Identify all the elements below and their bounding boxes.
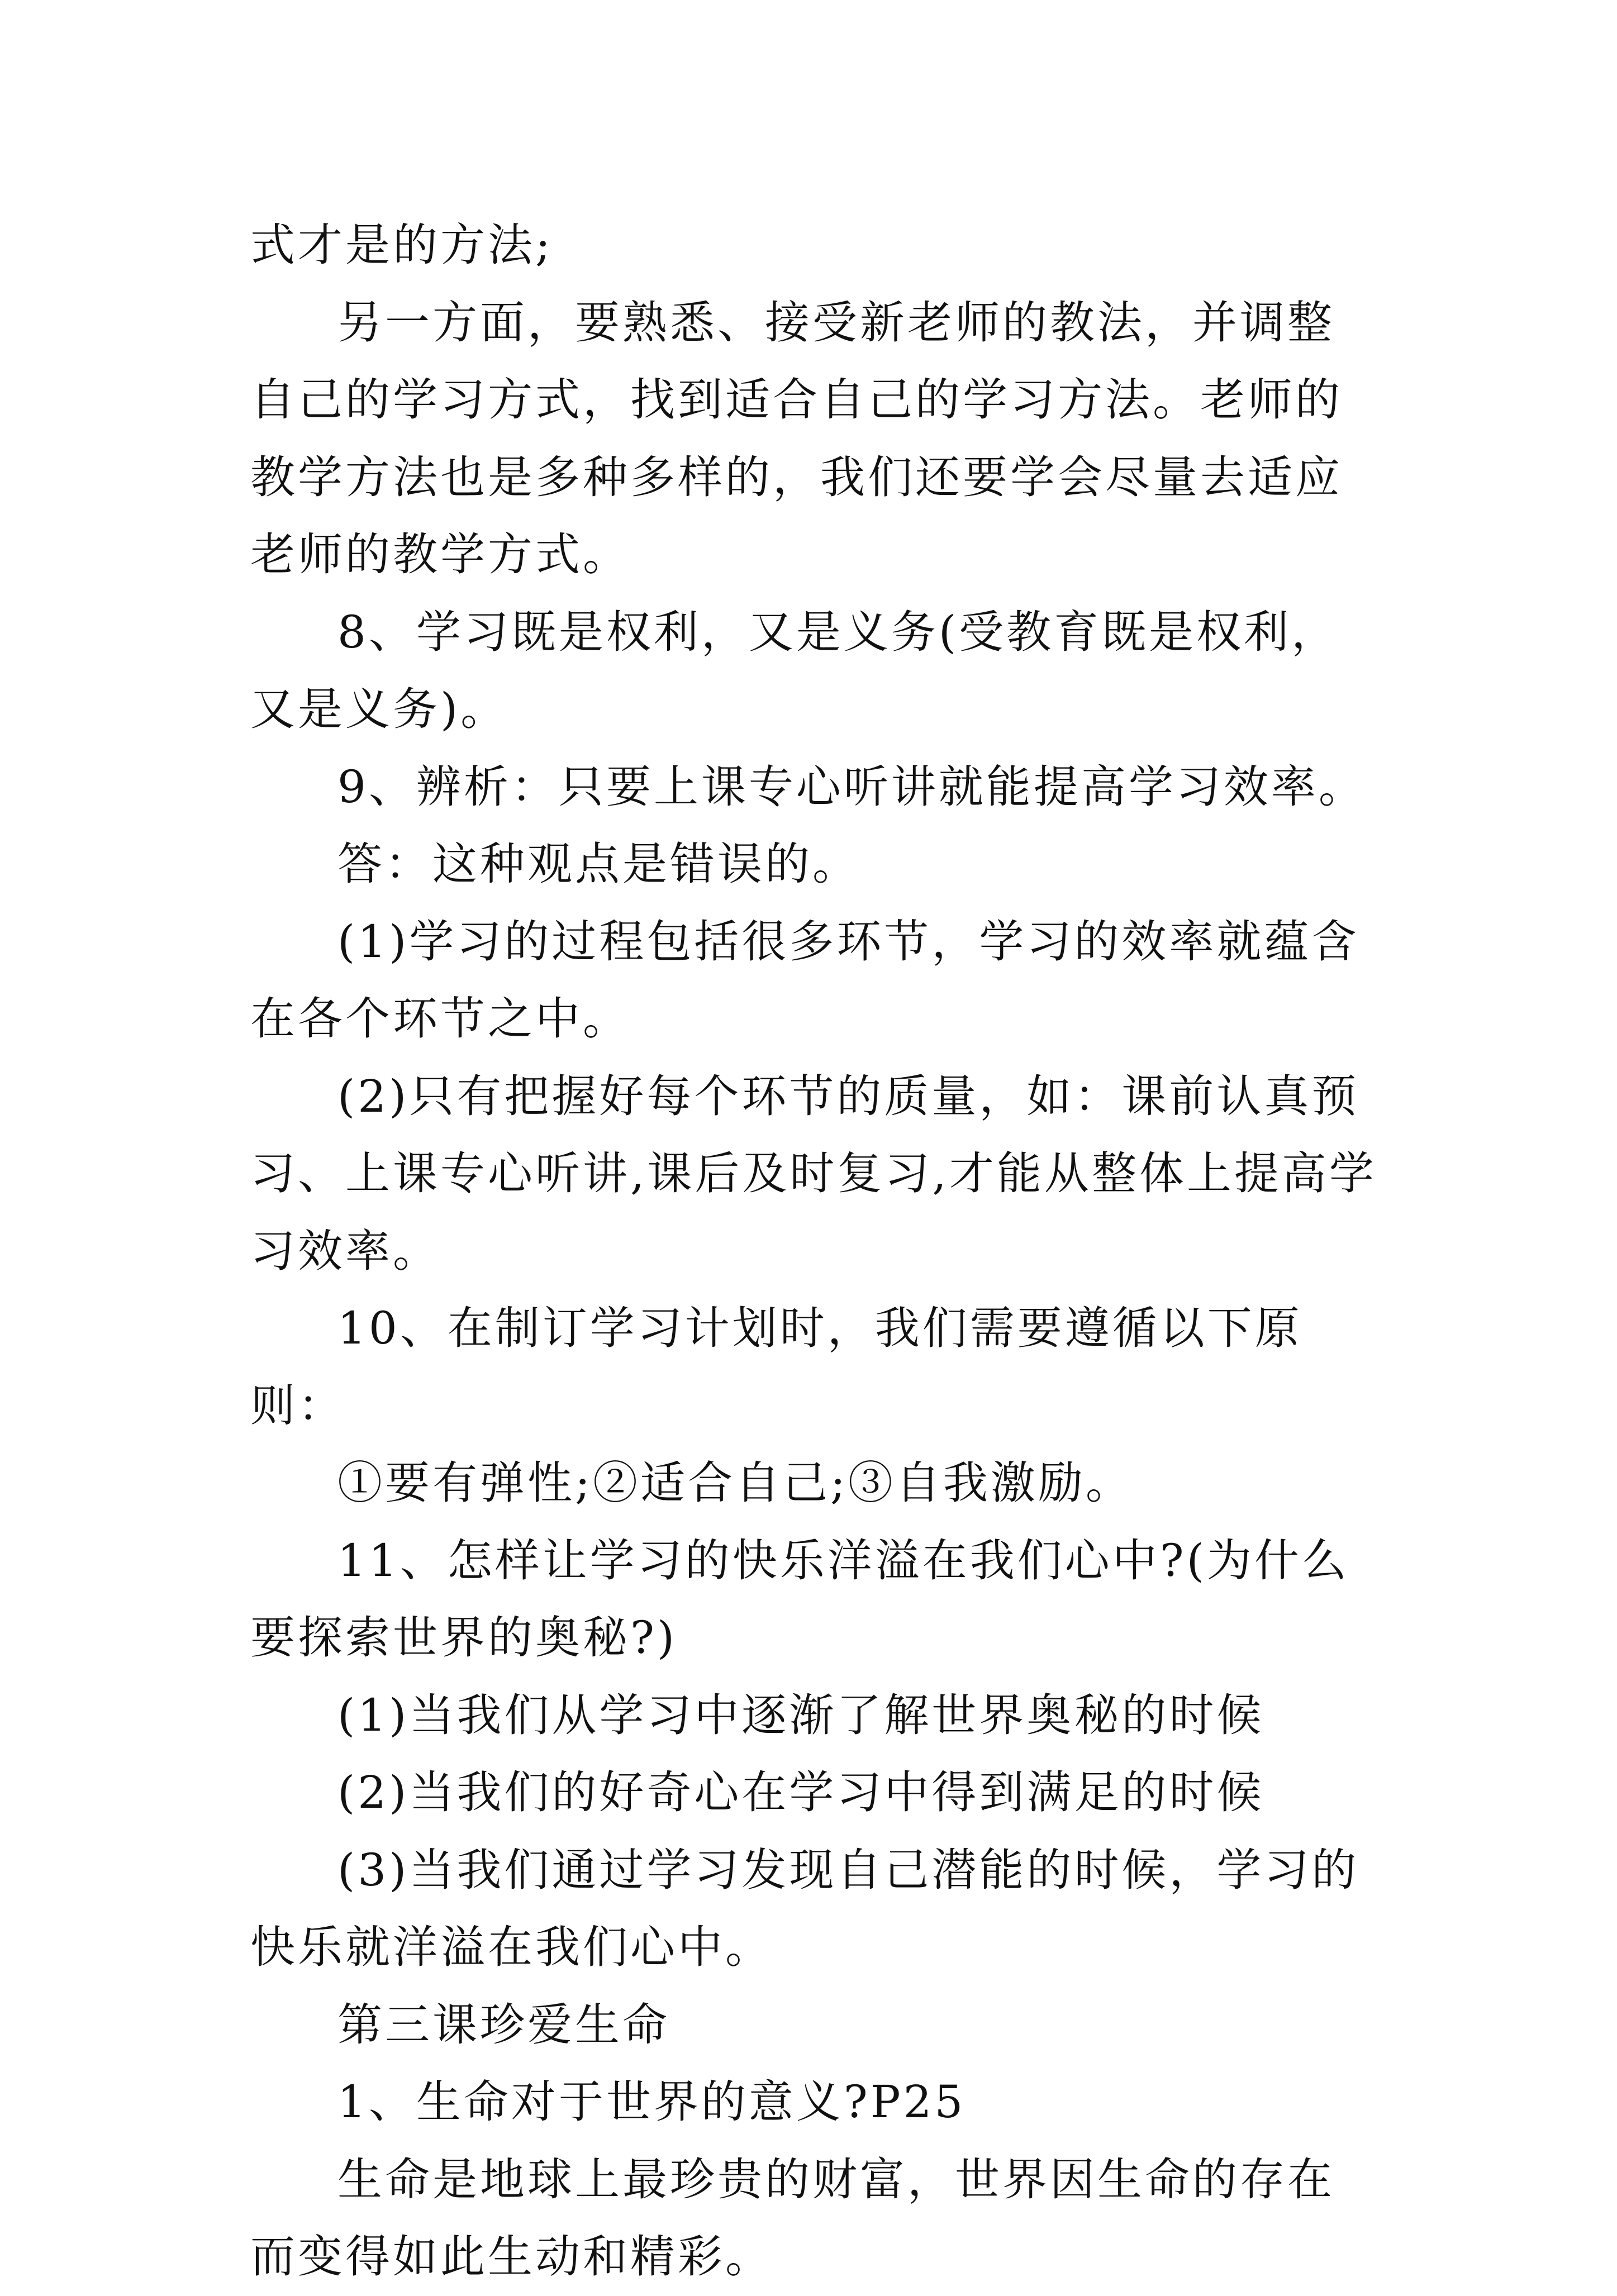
paragraph: (1)当我们从学习中逐渐了解世界奥秘的时候	[337, 1689, 1264, 1741]
paragraph: 9、辨析：只要上课专心听讲就能提高学习效率。	[337, 760, 1366, 813]
paragraph: ①要有弹性;②适合自己;③自我激励。	[337, 1457, 1133, 1509]
paragraph: 1、生命对于世界的意义?P25	[337, 2076, 966, 2128]
paragraph: (3)当我们通过学习发现自己潜能的时候，学习的快乐就洋溢在我们心中。	[250, 1844, 1359, 1973]
paragraph: 10、在制订学习计划时，我们需要遵循以下原则：	[250, 1302, 1302, 1432]
paragraph: (2)当我们的好奇心在学习中得到满足的时候	[337, 1766, 1264, 1818]
paragraph: 8、学习既是权利，又是义务(受教育既是权利，又是义务)。	[250, 606, 1339, 735]
paragraph: 式才是的方法;	[250, 219, 553, 271]
paragraph: 答：这种观点是错误的。	[337, 838, 860, 890]
paragraph: 11、怎样让学习的快乐洋溢在我们心中?(为什么要探索世界的奥秘?)	[250, 1534, 1349, 1664]
section-heading: 第三课珍爱生命	[337, 1998, 670, 2051]
paragraph: 另一方面，要熟悉、接受新老师的教法，并调整自己的学习方式，找到适合自己的学习方法。老师的教学方法也是多种多样的，我们还要学会尽量去适应老师的教学方式。	[250, 296, 1343, 580]
paragraph: 生命是地球上最珍贵的财富，世界因生命的存在而变得如此生动和精彩。	[250, 2153, 1335, 2283]
document-body	[250, 207, 1379, 2296]
paragraph: (2)只有把握好每个环节的质量，如：课前认真预习、上课专心听讲,课后及时复习,才能从整体上提高学习效率。	[250, 1070, 1377, 1277]
paragraph: (1)学习的过程包括很多环节，学习的效率就蕴含在各个环节之中。	[250, 915, 1359, 1045]
